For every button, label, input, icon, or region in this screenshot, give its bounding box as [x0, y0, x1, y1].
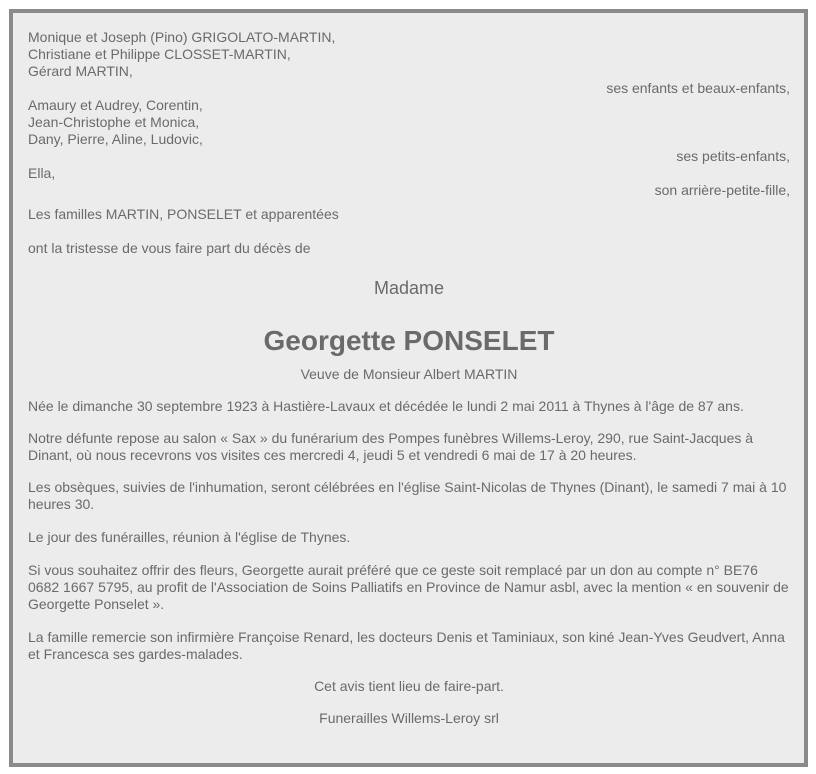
family-line: Jean-Christophe et Monica, — [28, 114, 200, 130]
families-line: Les familles MARTIN, PONSELET et apparentées — [28, 206, 339, 222]
family-line: Ella, — [28, 165, 56, 181]
announcement-line: ont la tristesse de vous faire part du décès de — [28, 240, 311, 256]
closing-line: Cet avis tient lieu de faire-part. — [314, 678, 504, 694]
great-grandchild-block — [28, 165, 790, 199]
deceased-name: Georgette PONSELET — [263, 325, 555, 356]
visitation-paragraph: Notre défunte repose au salon « Sax » du funérarium des Pompes funèbres Willems-Leroy, 290, rue Saint-Jacques à Dinant, où nous recevrons vos visites ces mercredi 4, jeudi 5 et vendredi 6 mai de 17 à 20 heures. — [28, 430, 754, 463]
funeral-paragraph: Les obsèques, suivies de l'inhumation, seront célébrées en l'église Saint-Nicolas de Thynes (Dinant), le samedi 7 mai à 10 heures 30. — [28, 479, 787, 512]
flowers-paragraph: Si vous souhaitez offrir des fleurs, Georgette aurait préféré que ce geste soit remplacé par un don au compte n° BE76 0682 1667 5795, au profit de l'Association de Soins Palliatifs en Province de Namur asbl, avec la mention « en souvenir de Georgette Ponselet ». — [28, 562, 789, 612]
family-line: Gérard MARTIN, — [28, 63, 133, 79]
children-block — [28, 29, 790, 97]
death-notice — [28, 29, 790, 727]
family-line: Monique et Joseph (Pino) GRIGOLATO-MARTIN, — [28, 29, 336, 45]
widow-of-line: Veuve de Monsieur Albert MARTIN — [300, 366, 518, 382]
funeral-home: Funerailles Willems-Leroy srl — [319, 710, 499, 726]
notice-frame — [9, 9, 808, 767]
family-line: Christiane et Philippe CLOSSET-MARTIN, — [28, 46, 291, 62]
honorific: Madame — [373, 278, 445, 298]
thanks-paragraph: La famille remercie son infirmière Françoise Renard, les docteurs Denis et Taminiaux, son kiné Jean-Yves Geudvert, Anna et Francesca ses gardes-malades. — [28, 629, 785, 662]
family-line: Dany, Pierre, Aline, Ludovic, — [28, 131, 203, 147]
grandchildren-label: ses petits-enfants, — [676, 148, 790, 164]
birth-death-paragraph: Née le dimanche 30 septembre 1923 à Hastière-Lavaux et décédée le lundi 2 mai 2011 à Thynes à l'âge de 87 ans. — [28, 398, 744, 414]
grandchildren-block — [28, 97, 790, 165]
great-grandchild-label: son arrière-petite-fille, — [654, 182, 790, 198]
gathering-paragraph: Le jour des funérailles, réunion à l'église de Thynes. — [28, 529, 351, 545]
family-line: Amaury et Audrey, Corentin, — [28, 97, 203, 113]
children-label: ses enfants et beaux-enfants, — [606, 80, 790, 96]
